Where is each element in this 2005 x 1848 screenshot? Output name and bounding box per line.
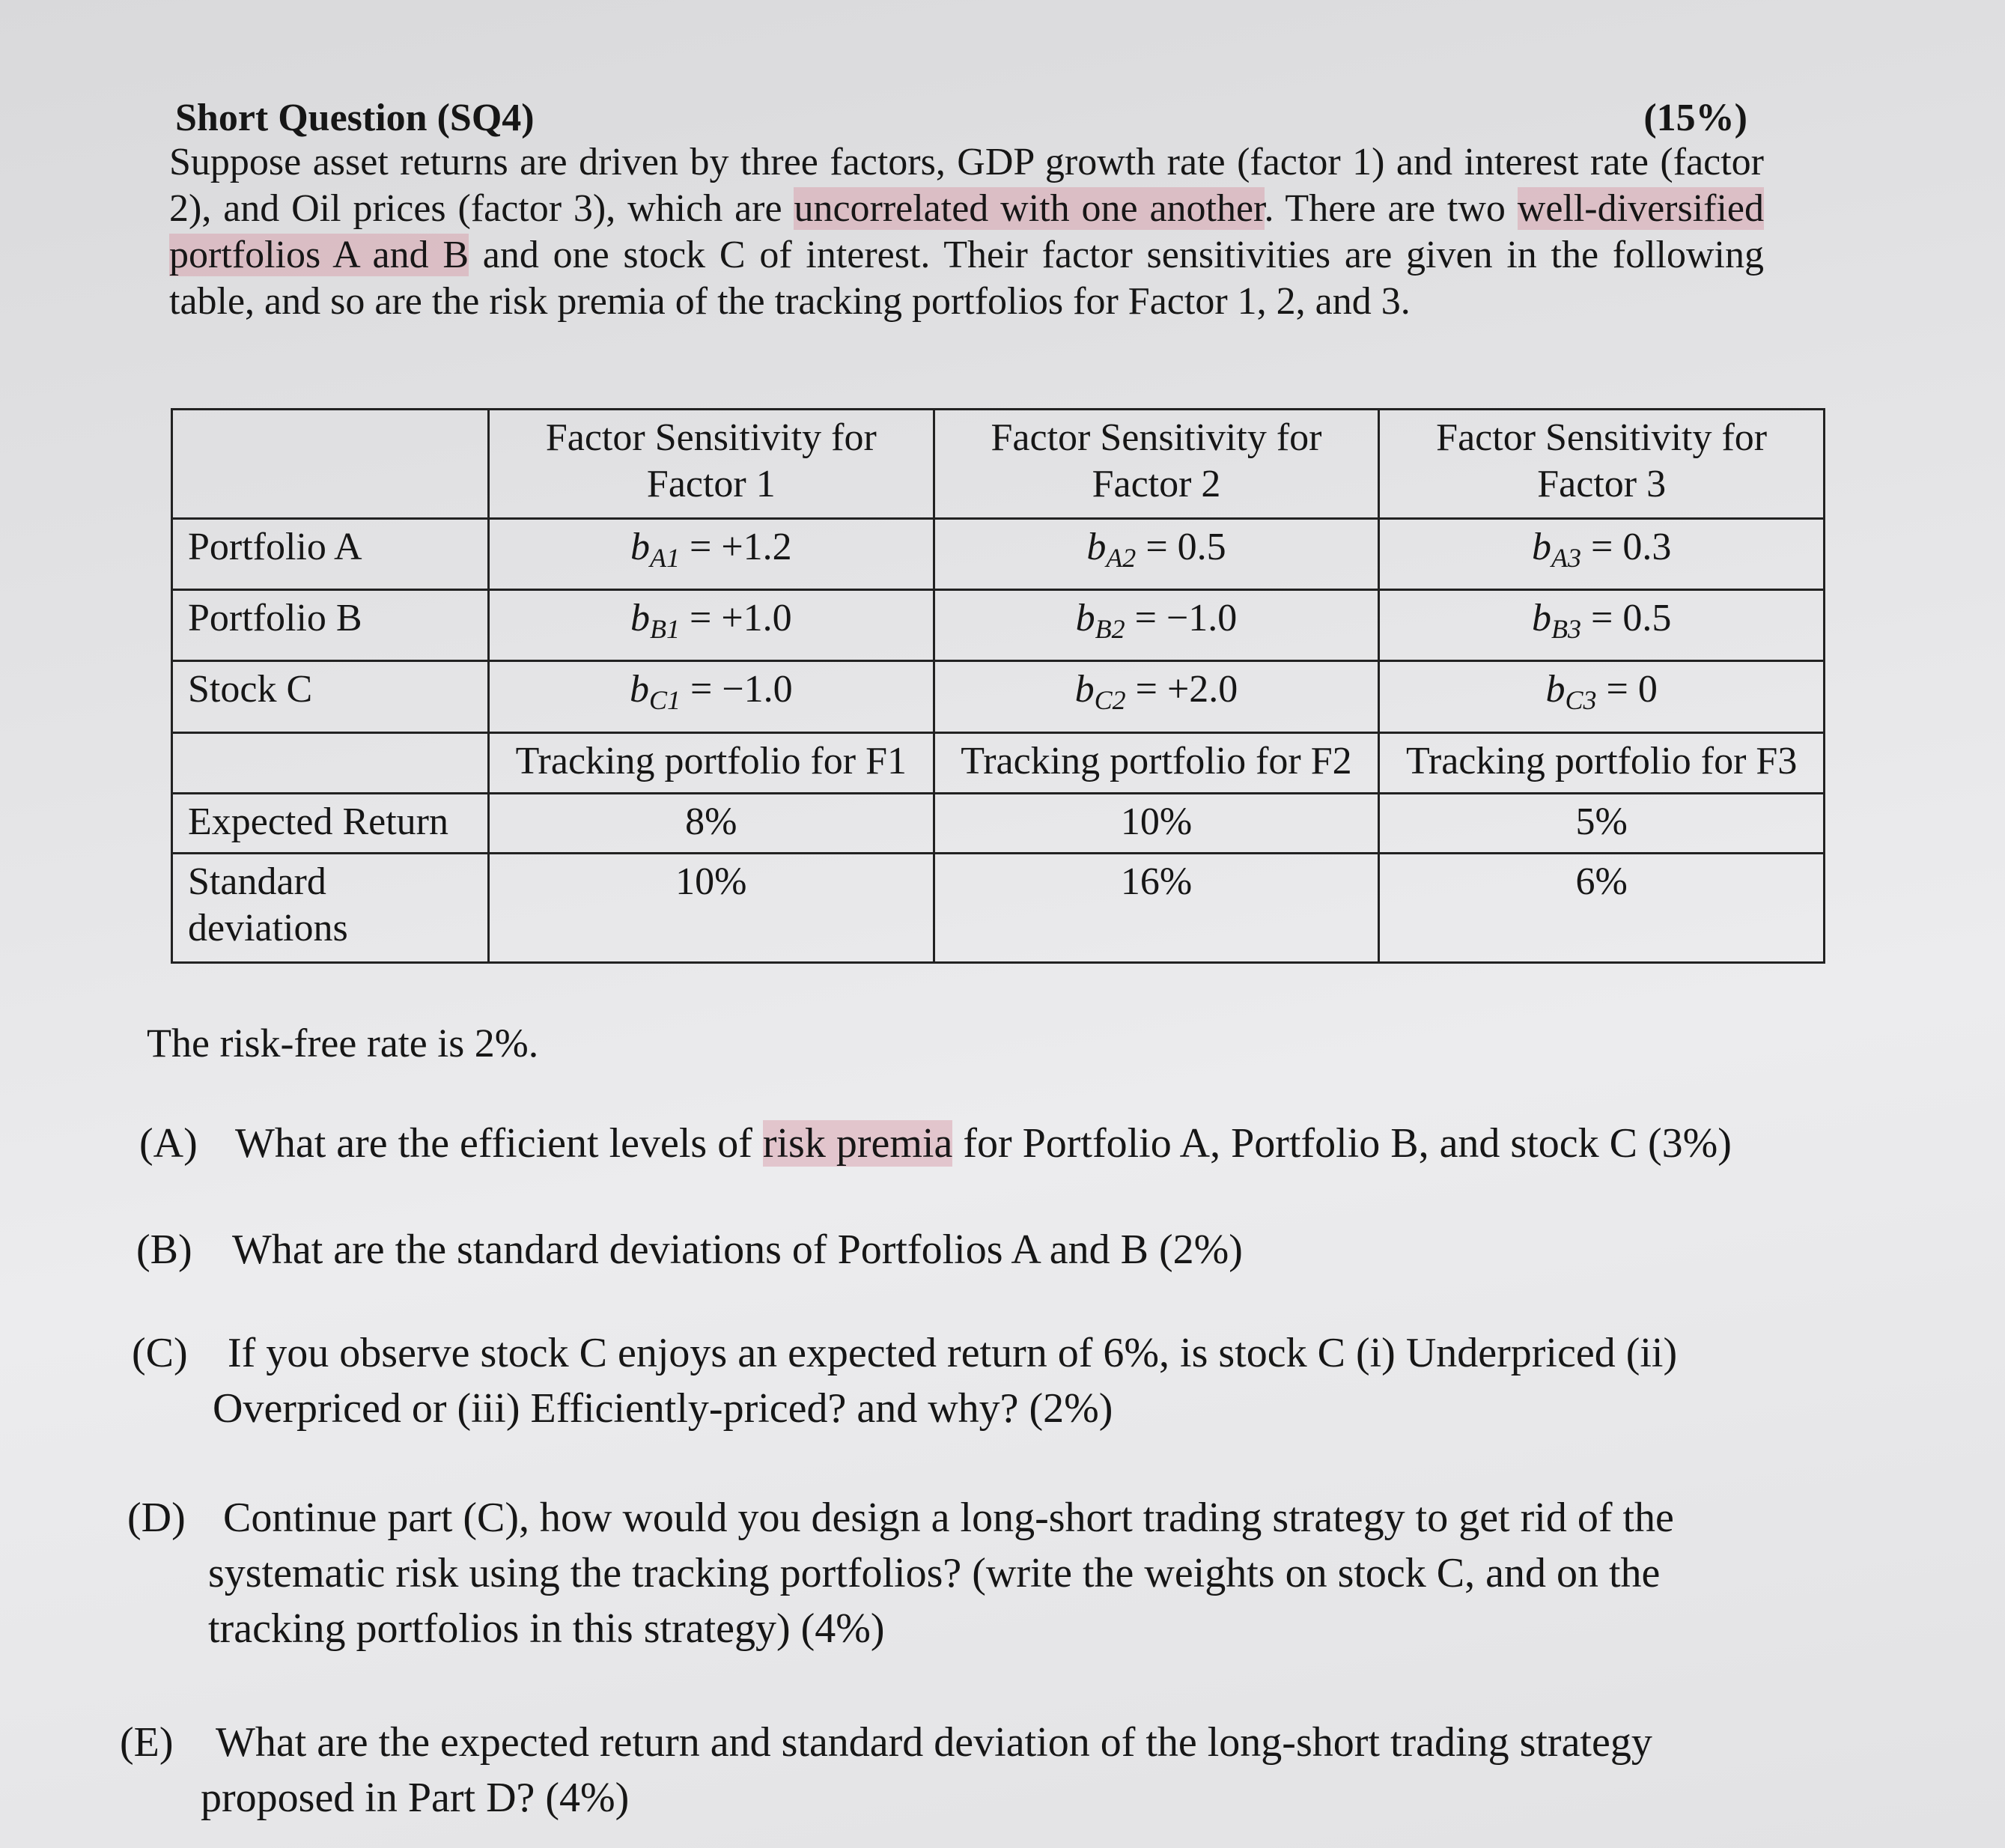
tracking-header-row xyxy=(172,732,1825,793)
table-row xyxy=(172,590,1825,661)
intro-text-1: Suppose asset returns are driven by three factors, GDP growth rate (factor 1) and interest rate (factor 2), and Oil prices (factor 3), which are xyxy=(169,141,1764,230)
row-label: Portfolio B xyxy=(172,590,489,661)
header-factor-2: Factor Sensitivity for Factor 2 xyxy=(934,410,1379,519)
intro-text-3: and one stock C of interest. Their factor sensitivities are given in the following table, and so are the risk premia of the tracking portfolios for Factor 1, 2, and 3. xyxy=(169,234,1764,323)
header-factor-3: Factor Sensitivity for Factor 3 xyxy=(1379,410,1825,519)
question-weight: (15%) xyxy=(1643,97,1747,139)
risk-free-rate: The risk-free rate is 2%. xyxy=(147,1021,539,1066)
intro-text-2: . There are two xyxy=(1264,187,1518,230)
question-b: (B) What are the standard deviations of Portfolios A and B (2%) xyxy=(136,1222,1243,1277)
factor-sensitivity-table xyxy=(171,408,1825,964)
std-dev-f2: 16% xyxy=(934,854,1379,963)
row-label: Standard deviations xyxy=(172,854,489,963)
expected-return-f1: 8% xyxy=(489,793,934,854)
table-corner-cell xyxy=(172,410,489,519)
sensitivity-cell: $b_{C3} = 0$ xyxy=(1379,661,1825,732)
question-label: (D) xyxy=(127,1495,186,1541)
sensitivity-cell: $b_{B3} = 0.5$ xyxy=(1379,590,1825,661)
tracking-header-f2: Tracking portfolio for F2 xyxy=(934,732,1379,793)
question-title: Short Question (SQ4) xyxy=(175,97,535,139)
intro-highlight-2: well-diversified portfolios A and B xyxy=(169,187,1764,276)
question-e: (E) What are the expected return and standard deviation of the long-short trading strategy proposed in Part D? (4%) xyxy=(120,1715,1652,1826)
sensitivity-cell: $b_{A1} = +1.2$ xyxy=(489,518,934,589)
question-label: (E) xyxy=(120,1719,174,1766)
sensitivity-cell: $b_{B2} = -1.0$ xyxy=(934,590,1379,661)
question-label: (A) xyxy=(139,1120,198,1167)
std-dev-f3: 6% xyxy=(1379,854,1825,963)
sensitivity-cell: $b_{C1} = -1.0$ xyxy=(489,661,934,732)
table-empty-cell xyxy=(172,732,489,793)
row-label: Portfolio A xyxy=(172,518,489,589)
std-dev-f1: 10% xyxy=(489,854,934,963)
sensitivity-cell: $b_{A2} = 0.5$ xyxy=(934,518,1379,589)
std-dev-row xyxy=(172,854,1825,963)
question-a: (A) What are the efficient levels of risk premia for Portfolio A, Portfolio B, and stock C (3%) xyxy=(139,1116,1732,1171)
question-a-highlight: risk premia xyxy=(762,1120,953,1167)
sensitivity-cell: $b_{B1} = +1.0$ xyxy=(489,590,934,661)
question-label: (C) xyxy=(132,1330,188,1376)
table-row xyxy=(172,661,1825,732)
expected-return-row xyxy=(172,793,1825,854)
question-c: (C) If you observe stock C enjoys an expected return of 6%, is stock C (i) Underpriced (ii) Overpriced or (iii) Efficiently-priced? and why? (2%) xyxy=(132,1325,1677,1436)
question-intro xyxy=(169,139,1764,325)
tracking-header-f3: Tracking portfolio for F3 xyxy=(1379,732,1825,793)
tracking-header-f1: Tracking portfolio for F1 xyxy=(489,732,934,793)
table-row xyxy=(172,518,1825,589)
question-d: (D) Continue part (C), how would you design a long-short trading strategy to get rid of the systematic risk using the tracking portfolios? (write the weights on stock C, and on the tracking portfolios in this strategy) (4%) xyxy=(127,1490,1674,1656)
row-label: Stock C xyxy=(172,661,489,732)
expected-return-f3: 5% xyxy=(1379,793,1825,854)
intro-highlight-1: uncorrelated with one another xyxy=(794,187,1265,230)
question-label: (B) xyxy=(136,1227,192,1273)
sensitivity-cell: $b_{A3} = 0.3$ xyxy=(1379,518,1825,589)
sensitivity-cell: $b_{C2} = +2.0$ xyxy=(934,661,1379,732)
expected-return-f2: 10% xyxy=(934,793,1379,854)
table-header-row xyxy=(172,410,1825,519)
row-label: Expected Return xyxy=(172,793,489,854)
header-factor-1: Factor Sensitivity for Factor 1 xyxy=(489,410,934,519)
